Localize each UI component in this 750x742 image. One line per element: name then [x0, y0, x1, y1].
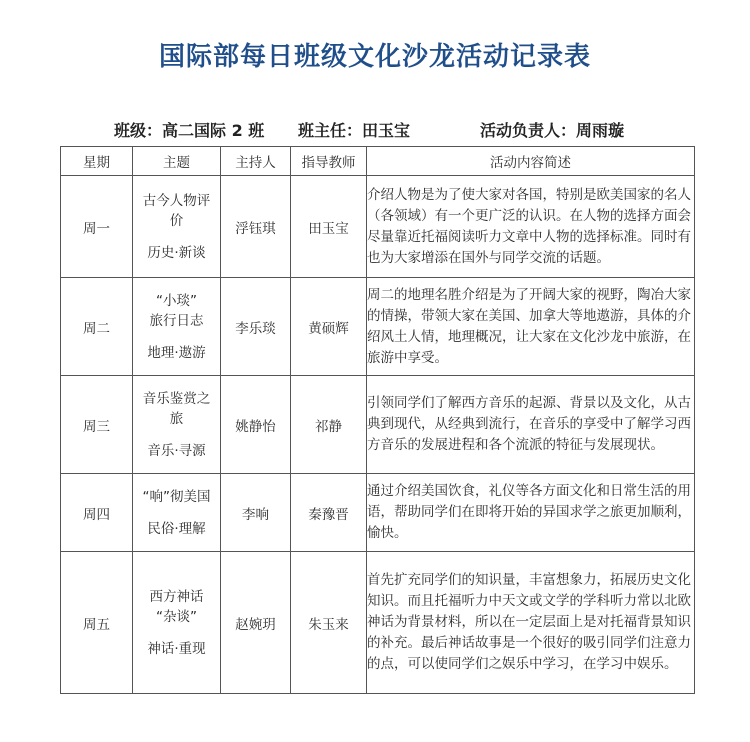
description-cell: 首先扩充同学们的知识量，丰富想象力，拓展历史文化知识。而且托福听力中天文或文学的学科听力常以北欧神话为背景材料，所以在一定层面上是对托福背景知识的补充。最后神话故事是一个很好的吸引同学们注意力的点，可以使同学们之娱乐中学习，在学习中娱乐。: [367, 552, 695, 694]
host-cell: 赵婉玥: [221, 552, 291, 694]
topic-line: 古今人物评: [142, 192, 211, 209]
header-host: 主持人: [221, 147, 291, 176]
activity-record-table: [60, 146, 695, 694]
topic-line: 价: [169, 212, 184, 229]
host-cell: 姚静怡: [221, 376, 291, 474]
host-cell: 浮钰琪: [221, 176, 291, 278]
topic-line: 旅行日志: [149, 312, 204, 329]
class-label: 班级：高二国际 2 班: [114, 121, 265, 140]
day-cell: 周四: [61, 474, 133, 552]
topic-line: “小琰”: [156, 292, 197, 309]
host-cell: 李乐琰: [221, 278, 291, 376]
advisor-cell: 祁静: [291, 376, 367, 474]
advisor-cell: 田玉宝: [291, 176, 367, 278]
table-row: [61, 376, 695, 474]
day-cell: 周一: [61, 176, 133, 278]
topic-cell: [133, 278, 221, 376]
header-day: 星期: [61, 147, 133, 176]
description-cell: 引领同学们了解西方音乐的起源、背景以及文化，从古典到现代，从经典到流行，在音乐的享受中了解学习西方音乐的发展进程和各个流派的特征与发展现状。: [367, 376, 695, 474]
advisor-cell: 朱玉来: [291, 552, 367, 694]
description-cell: 通过介绍美国饮食，礼仪等各方面文化和日常生活的用语，帮助同学们在即将开始的异国求学之旅更加顺利，愉快。: [367, 474, 695, 552]
topic-tag: 民俗·理解: [147, 520, 206, 537]
day-cell: 周三: [61, 376, 133, 474]
topic-cell: [133, 176, 221, 278]
topic-cell: [133, 552, 221, 694]
page-title: 国际部每日班级文化沙龙活动记录表: [158, 42, 591, 72]
activity-leader-label: 活动负责人：周雨璇: [480, 121, 625, 140]
topic-tag: 音乐·寻源: [147, 442, 206, 459]
day-cell: 周五: [61, 552, 133, 694]
header-description: 活动内容简述: [367, 147, 695, 176]
topic-cell: [133, 474, 221, 552]
topic-tag: 地理·遨游: [147, 344, 206, 361]
description-cell: 介绍人物是为了使大家对各国，特别是欧美国家的名人（各领域）有一个更广泛的认识。在人物的选择方面会尽量靠近托福阅读听力文章中人物的选择标准。同时有也为大家增添在国外与同学交流的话题。: [367, 176, 695, 278]
topic-line: “杂谈”: [156, 608, 197, 625]
host-cell: 李响: [221, 474, 291, 552]
day-cell: 周二: [61, 278, 133, 376]
table-row: [61, 176, 695, 278]
header-topic: 主题: [133, 147, 221, 176]
advisor-cell: 秦豫晋: [291, 474, 367, 552]
topic-line: 旅: [169, 410, 184, 427]
advisor-cell: 黄硕辉: [291, 278, 367, 376]
table-row: [61, 474, 695, 552]
table-row: [61, 278, 695, 376]
description-cell: 周二的地理名胜介绍是为了开阔大家的视野，陶冶大家的情操，带领大家在美国、加拿大等地遨游，具体的介绍风土人情，地理概况，让大家在文化沙龙中旅游，在旅游中享受。: [367, 278, 695, 376]
head-teacher-label: 班主任：田玉宝: [298, 121, 411, 140]
header-advisor: 指导教师: [291, 147, 367, 176]
topic-line: 西方神话: [149, 588, 204, 605]
topic-line: 音乐鉴赏之: [142, 390, 211, 407]
topic-line: “响”彻美国: [142, 488, 211, 505]
table-header-row: [61, 147, 695, 176]
topic-tag: 神话·重现: [147, 640, 206, 657]
topic-tag: 历史·新谈: [147, 244, 206, 261]
table-row: [61, 552, 695, 694]
topic-cell: [133, 376, 221, 474]
